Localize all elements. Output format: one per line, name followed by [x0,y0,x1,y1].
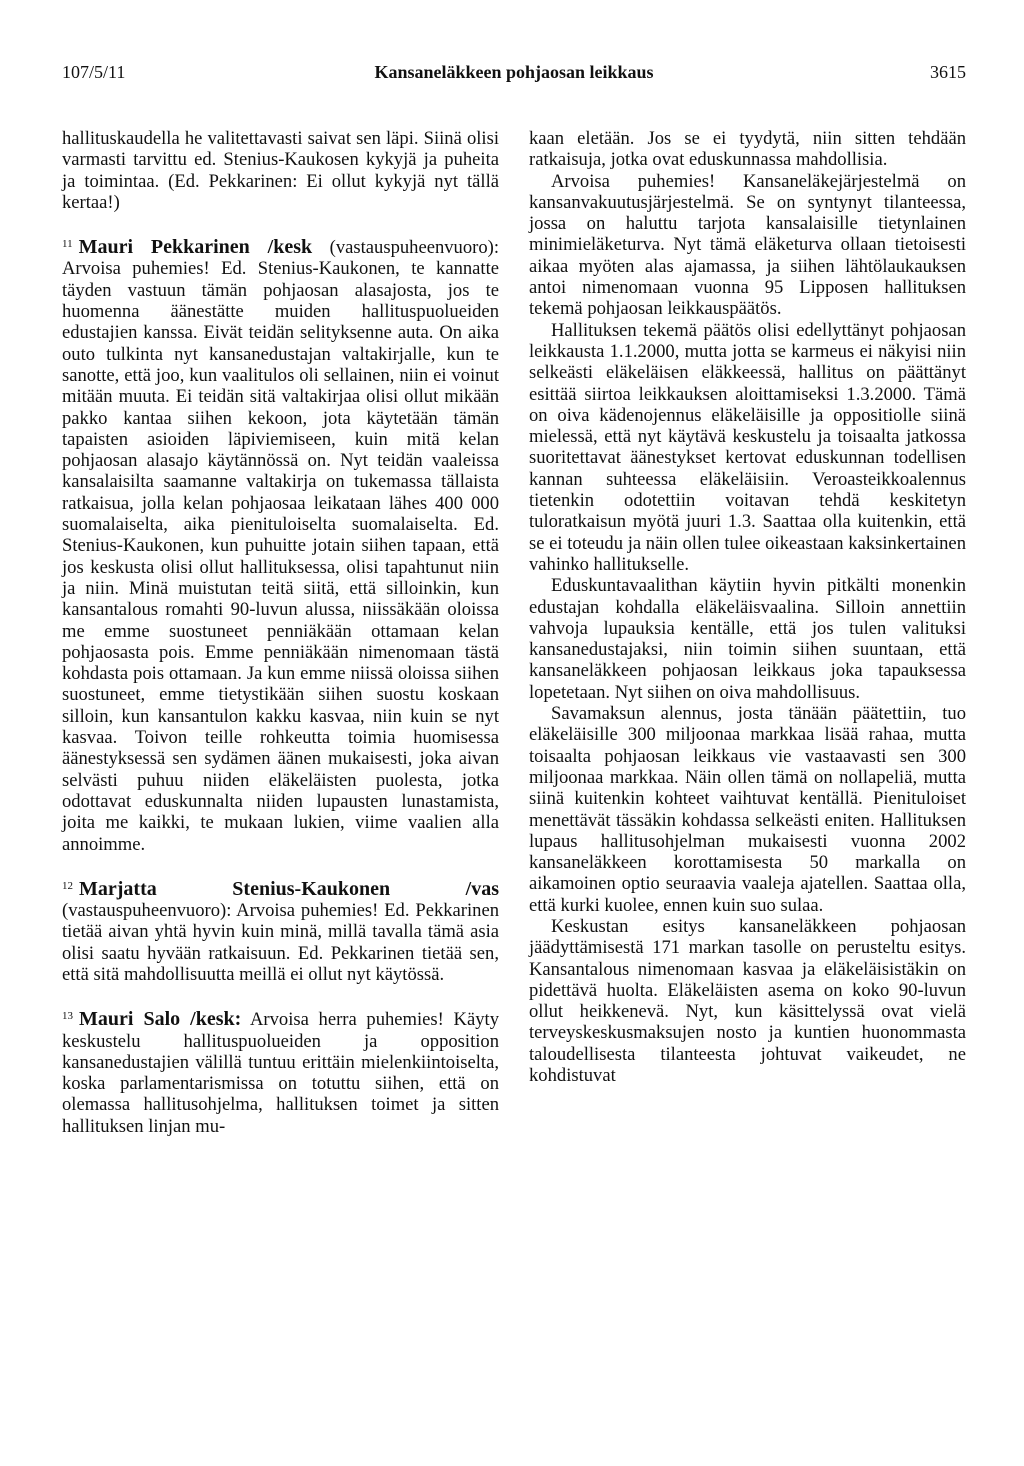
speech-text: (vastauspuheenvuoro): Arvoisa puhemies! Ed. Stenius-Kaukonen, te kannatte täyden vastuun tämän pohjaosan alasajosta, jos te huomenna äänestätte muiden hallituspuolueiden edustajien kanssa. Eivät teidän selityksenne auta. On aika outo tulkinta nyt kansanedustajan valtakirjalle, kun te sanotte, että joo, kun vaalitulos oli sellainen, niin ei voinut mitään muuta. Ei teidän sitä valtakirjaa olisi ollut mikään pakko kantaa siihen kekoon, jota käytetään tämän tapaisten asioiden läpiviemiseen, kuin mitä kelan pohjaosan alasajo käytännössä on. Nyt teidän vaaleissa kansalaisilta saamanne valtakirja on tukemassa tällaista ratkaisua, jolla kelan pohjaosaa leikataan lähes 400 000 suomalaiselta, aika pienituloiselta suomalaiselta. Ed. Stenius-Kaukonen, kun puhuitte jotain siihen tapaan, että jos keskusta olisi ollut hallituksessa, olisi tapahtunut niin ja niin. Minä muistutan teitä siitä, että silloinkin, kun kansantalous romahti 90-luvun alussa, niissäkään oloissa me emme suostuneet penniäkään ottamaan kelan pohjaosasta pois. Emme penniäkään nimenomaan tästä kohdasta pois ottamaan. Ja kun emme niissä oloissa siihen suostuneet, emme tietystikään siihen suostu koskaan silloin, kun kansantulon kakku kasvaa, niin kuin se nyt kasvaa. Toivon teille rohkeutta toimia huomisessa äänestyksessä sen sydämen äänen mukaisesti, joka aivan selvästi puhuu niiden eläkeläisten puolesta, jotka odottavat eduskunnalta niiden lupausten lunastamista, joita me kaikki, te mukaan lukien, viime vaalien alla annoimme. [62,237,499,855]
page-number: 3615 [930,62,966,82]
speech-number: 12 [62,879,73,892]
paragraph: Arvoisa puhemies! Kansaneläkejärjestelmä on kansanvakuutusjärjestelmä. Se on syntynyt tilanteessa, jossa on haluttu tarjota kansalaisille tietynlainen minimieläketurva. Nyt tämä eläketurva ollaan tietoisesti aikaa myöten alas ajamassa, ja siihen lähtölaukauksen antoi nimenomaan vuonna 95 Lipposen hallituksen tekemä pohjaosan leikkauspäätös. [529,170,966,320]
speaker-name: Mauri Pekkarinen /kesk [78,236,313,259]
paragraph: Eduskuntavaalithan käytiin hyvin pitkälti monenkin edustajan kohdalla eläkeläisvaalina. Silloin annettiin vahvoja lupauksia kentälle, että jos tulen valituksi kansanedustajaksi, niin toimin siihen suuntaan, että kansaneläkkeen pohjaosan leikkaus joka tapauksessa lopetetaan. Nyt siihen on oiva mahdollisuus. [529,575,966,703]
speech-text: (vastauspuheenvuoro): Arvoisa puhemies! Ed. Pekkarinen tietää aivan yhtä hyvin kuin minä, millä tavalla tämä asia olisi saatu hyvään ratkaisuun. Ed. Pekkarinen tietää sen, että sitä mahdollisuutta meillä ei ollut nyt käytössä. [62,900,499,985]
continued-paragraph: kaan eletään. Jos se ei tyydytä, niin sitten tehdään ratkaisuja, jotka ovat eduskunnassa mahdollisia. [529,128,966,171]
continued-paragraph: hallituskaudella he valitettavasti saivat sen läpi. Siinä olisi varmasti tarvittu ed. Stenius-Kaukosen kykyjä ja puheita ja toimintaa. (Ed. Pekkarinen: Ei ollut kykyjä nyt tällä kertaa!) [62,128,499,213]
left-column [62,128,499,1137]
paragraph: Keskustan esitys kansaneläkkeen pohjaosan jäädyttämisestä 171 markan tasolle on perusteltu esitys. Kansantalous nimenomaan kasvaa ja eläkeläisistäkin on pidettävä huolta. Eläkeläisten asema on koko 90-luvun ollut heikkenevä. Nyt, kun käsittelyssä ovat vielä terveyskeskusmaksujen nosto ja kuntien huonommasta taloudellisesta tilanteesta johtuvat vaikeudet, ne kohdistuvat [529,915,966,1087]
speaker-name: Marjatta Stenius-Kaukonen /vas [79,877,499,900]
speech-text: Arvoisa herra puhemies! Käyty keskustelu hallituspuolueiden ja opposition kansanedustajien välillä tuntuu erittäin mielenkiintoiselta, koska parlamentarismissa on totuttu siihen, että on olemassa hallitusohjelma, hallituksen toimet ja sitten hallituksen linjan mu- [62,1009,499,1137]
speech-13 [62,1006,499,1137]
running-header [62,62,966,90]
speech-12 [62,876,499,985]
speech-11 [62,234,499,855]
document-reference: 107/5/11 [62,62,126,82]
right-column [529,128,966,1086]
paragraph: Hallituksen tekemä päätös olisi edellyttänyt pohjaosan leikkausta 1.1.2000, mutta jotta se karmeus ei näkyisi niin selkeästi eläkeläisen eläkkeessä, hallitus on päättänyt esittää siirtoa leikkauksen aloittamiseksi 1.3.2000. Tämä on oiva kädenojennus eläkeläisille ja oppositiolle siinä mielessä, että nyt käytävä keskustelu ja toisaalta jatkossa suoritettavat äänestykset kertovat eduskunnan todellisen kannan suhteessa eläkeläisiin. Veroasteikkoalennus tietenkin odotettiin voitavan tehdä keskitetyn tuloratkaisun myötä juuri 1.3. Saattaa olla kuitenkin, että se ei toteudu ja näin ollen tulee oikeastaan kaksinkertainen vahinko hallitukselle. [529,319,966,575]
speaker-name: Mauri Salo /kesk: [79,1008,242,1031]
paragraph: Savamaksun alennus, josta tänään päätettiin, tuo eläkeläisille 300 miljoonaa markkaa lisää rahaa, mutta toisaalta pohjaosan leikkaus vie vastaavasti sen 300 miljoonaa markkaa. Näin ollen tämä on nollapeliä, mutta siinä kuitenkin kohteet vaihtuvat kentällä. Pienituloiset menettävät tässäkin kohdassa selkeästi eniten. Hallituksen lupaus hallitusohjelman mukaisesti vuonna 2002 kansaneläkkeen korottamisesta 50 markalla on aikamoinen optio seuraavia vaaleja ajatellen. Saattaa olla, että kurki kuolee, ennen kuin suo sulaa. [529,703,966,916]
running-title: Kansaneläkkeen pohjaosan leikkaus [374,62,654,82]
speech-number: 11 [62,238,73,251]
speech-number: 13 [62,1010,73,1023]
